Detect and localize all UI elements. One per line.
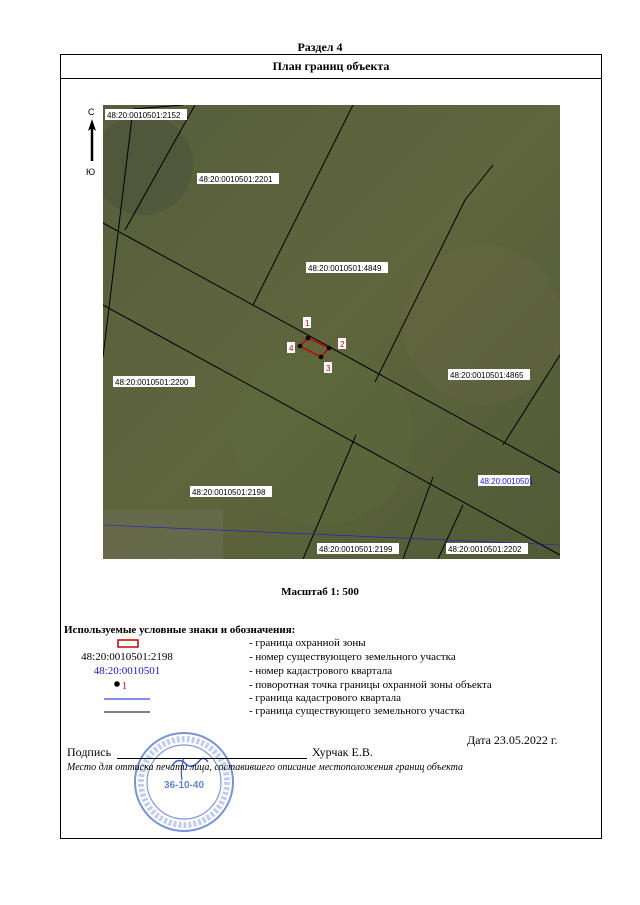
turning-point-label: 1 [122,681,127,692]
point-label: 2 [340,340,345,349]
signature-line [117,758,307,759]
signature-label: Подпись [67,745,112,759]
document-date: Дата 23.05.2022 г. [467,733,558,747]
point-label: 4 [289,344,294,353]
frame-header: План границ объекта [61,55,601,79]
legend-item [64,705,584,719]
parcel-label: 48:20:0010501:2201 [199,175,273,184]
black-line-icon [64,705,190,722]
parcel-number-sample: 48:20:0010501:2198 [81,651,173,663]
legend-item [64,679,584,693]
signer-name: Хурчак Е.В. [312,745,373,759]
legend-item [64,692,584,706]
legend-item [64,665,584,679]
parcel-label: 48:20:0010501:2198 [192,488,266,497]
quarter-label: 48:20:0010501 [480,477,534,486]
parcel-label: 48:20:0010501:2200 [115,378,189,387]
legend-text: - граница существующего земельного участка [249,705,465,717]
legend-text: - поворотная точка границы охранной зоны объекта [249,679,492,691]
legend-item [64,651,584,665]
signature-row [67,745,507,761]
legend-text: - номер кадастрового квартала [249,665,393,677]
legend-text: - граница охранной зоны [249,637,366,649]
stamp-note: Место для оттиска печати лица, составившего описание местоположения границ объекта [67,762,464,773]
legend-item [64,637,584,651]
point-label: 3 [326,364,331,373]
parcel-label: 48:20:0010501:2199 [319,545,393,554]
legend-text: - граница кадастрового квартала [249,692,401,704]
cadastral-map [103,105,560,559]
north-arrow-icon [84,105,100,177]
section-title: Раздел 4 [297,40,343,54]
parcel-label: 48:20:0010501:2202 [448,545,522,554]
north-label: С [88,107,95,117]
stamp-number: 36-10-40 [163,780,205,791]
south-label: Ю [86,167,96,177]
quarter-number-sample: 48:20:0010501 [93,665,161,677]
legend-text: - номер существующего земельного участка [249,651,456,663]
parcel-label: 48:20:0010501:4865 [450,371,524,380]
point-label: 1 [305,319,310,328]
parcel-label: 48:20:0010501:4849 [308,264,382,273]
parcel-label: 48:20:0010501:2152 [107,111,181,120]
map-scale: Масштаб 1: 500 [281,586,359,598]
legend-title: Используемые условные знаки и обозначения: [64,624,296,636]
